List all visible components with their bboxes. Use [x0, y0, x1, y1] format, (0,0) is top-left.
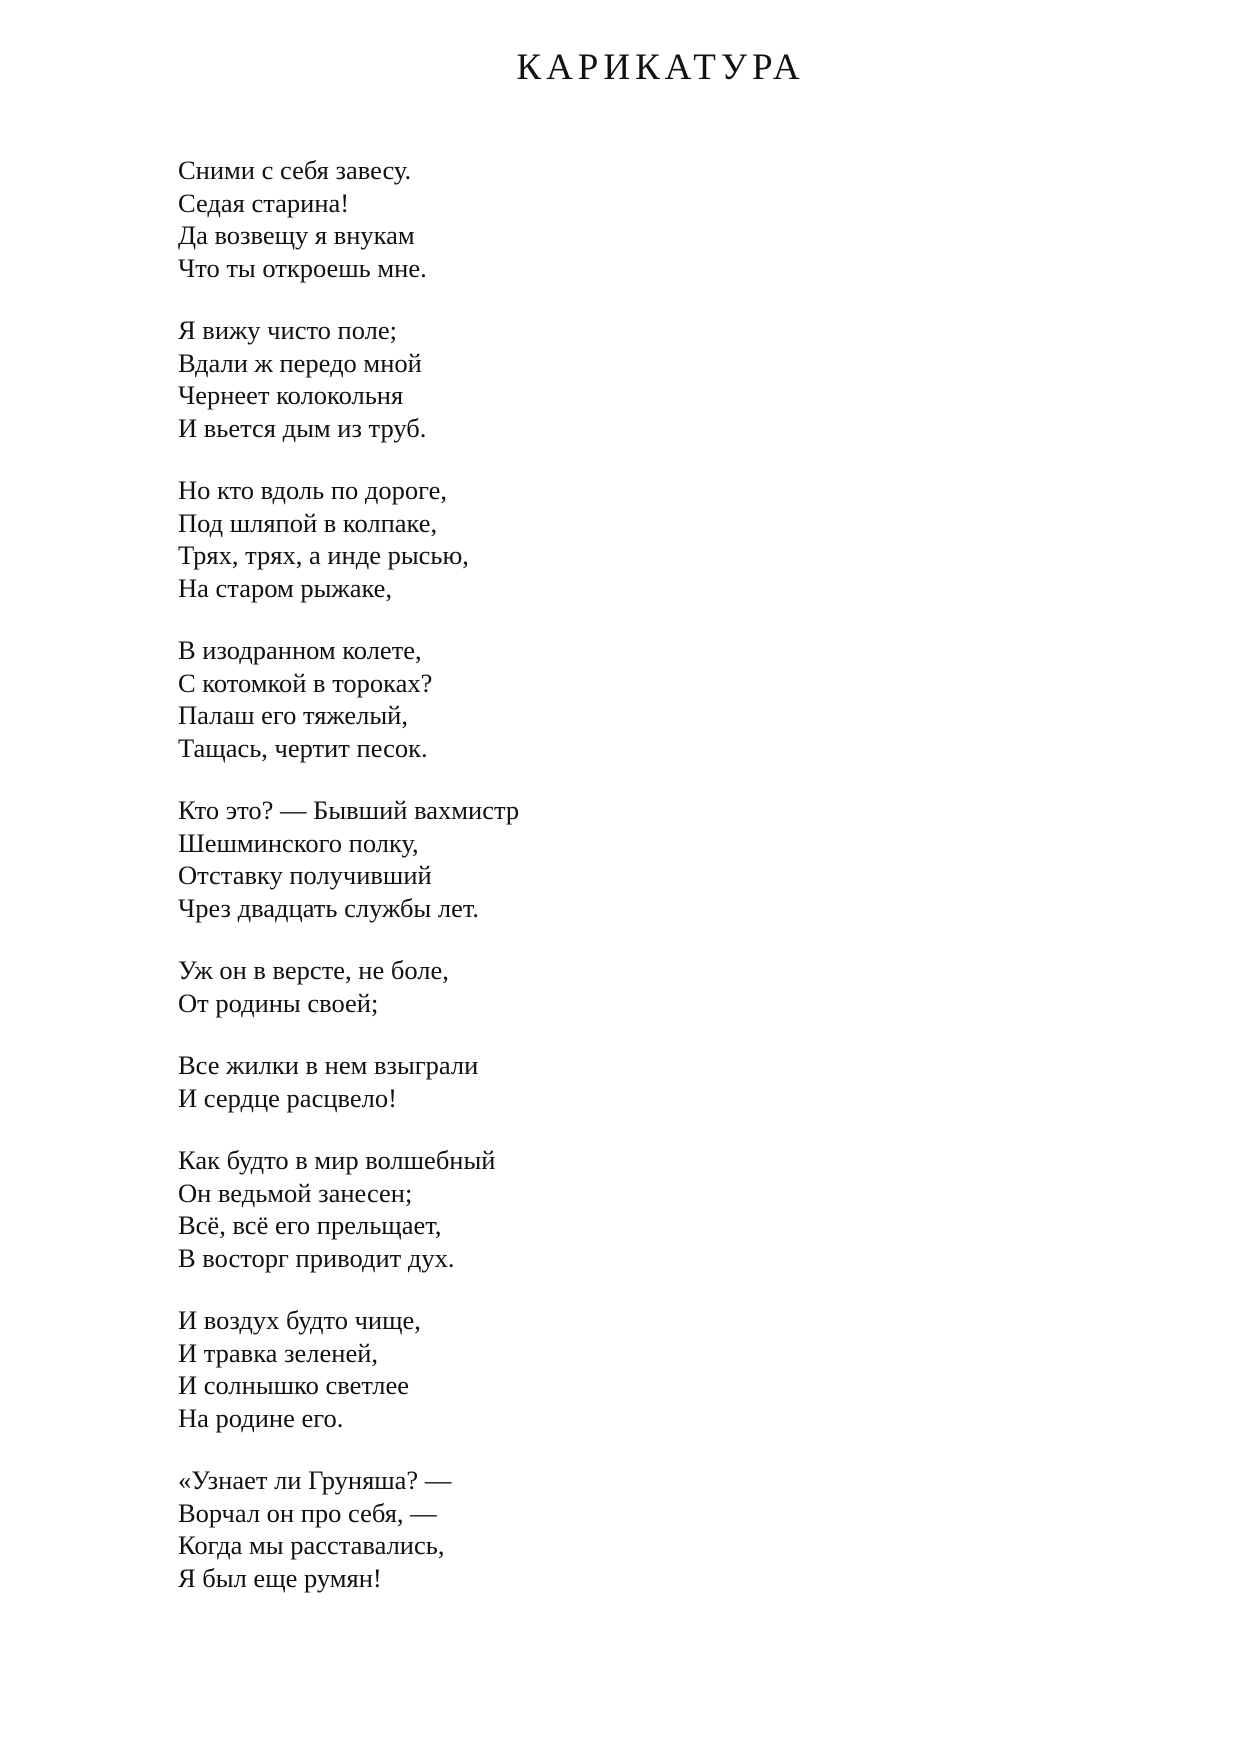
poem-line: Но кто вдоль по дороге,: [178, 475, 448, 505]
stanza-5: [178, 794, 1078, 924]
poem-line: На старом рыжаке,: [178, 572, 393, 603]
poem-line: Вдали ж передо мной: [178, 347, 422, 378]
stanza-7: [178, 1049, 1078, 1114]
poem-line: Палаш его тяжелый,: [178, 700, 408, 730]
stanza-4: [178, 634, 1078, 764]
poem-line: Ворчал он про себя, —: [178, 1497, 437, 1528]
poem-line: От родины своей;: [178, 987, 379, 1018]
poem-line: На родине его.: [178, 1402, 344, 1433]
poem-line: Все жилки в нем взыграли: [178, 1050, 479, 1080]
poem-line: Всё, всё его прельщает,: [178, 1210, 442, 1240]
poem-line: Отставку получивший: [178, 860, 432, 890]
poem-line: Он ведьмой занесен;: [178, 1177, 413, 1208]
poem-line: В изодранном колете,: [178, 635, 422, 665]
stanza-1: [178, 154, 1078, 284]
poem-line: Уж он в версте, не боле,: [178, 955, 449, 985]
poem-line: Кто это? — Бывший вахмистр: [178, 795, 520, 825]
poem-line: Чрез двадцать службы лет.: [178, 892, 480, 923]
poem-line: С котомкой в тороках?: [178, 667, 433, 698]
poem-line: Да возвещу я внукам: [178, 220, 415, 250]
poem-line: И травка зеленей,: [178, 1337, 379, 1368]
poem-line: Чернеет колокольня: [178, 380, 404, 410]
poem-line: Что ты откроешь мне.: [178, 252, 427, 283]
poem-line: И воздух будто чище,: [178, 1305, 421, 1335]
poem-line: Шешминского полку,: [178, 827, 419, 858]
stanza-8: [178, 1144, 1078, 1274]
poem-line: Как будто в мир волшебный: [178, 1145, 496, 1175]
poem-line: Тащась, чертит песок.: [178, 732, 428, 763]
stanza-3: [178, 474, 1078, 604]
poem-line: И солнышко светлее: [178, 1370, 409, 1400]
poem-line: В восторг приводит дух.: [178, 1242, 455, 1273]
poem-line: Трях, трях, а инде рысью,: [178, 540, 469, 570]
stanza-2: [178, 314, 1078, 444]
poem-title: КАРИКАТУРА: [516, 47, 805, 88]
stanza-6: [178, 954, 1078, 1019]
stanza-9: [178, 1304, 1078, 1434]
poem-line: Я был еще румян!: [178, 1562, 382, 1593]
poem-line: Я вижу чисто поле;: [178, 315, 397, 345]
poem-line: Седая старина!: [178, 187, 350, 218]
poem-line: Под шляпой в колпаке,: [178, 507, 438, 538]
poem-line: И сердце расцвело!: [178, 1082, 397, 1113]
poem-line: И вьется дым из труб.: [178, 412, 427, 443]
poem-line: «Узнает ли Груняша? —: [178, 1465, 452, 1495]
poem-line: Когда мы расставались,: [178, 1530, 445, 1560]
poem-line: Сними с себя завесу.: [178, 155, 412, 185]
poem-body: [178, 154, 1078, 1624]
stanza-10: [178, 1464, 1078, 1594]
